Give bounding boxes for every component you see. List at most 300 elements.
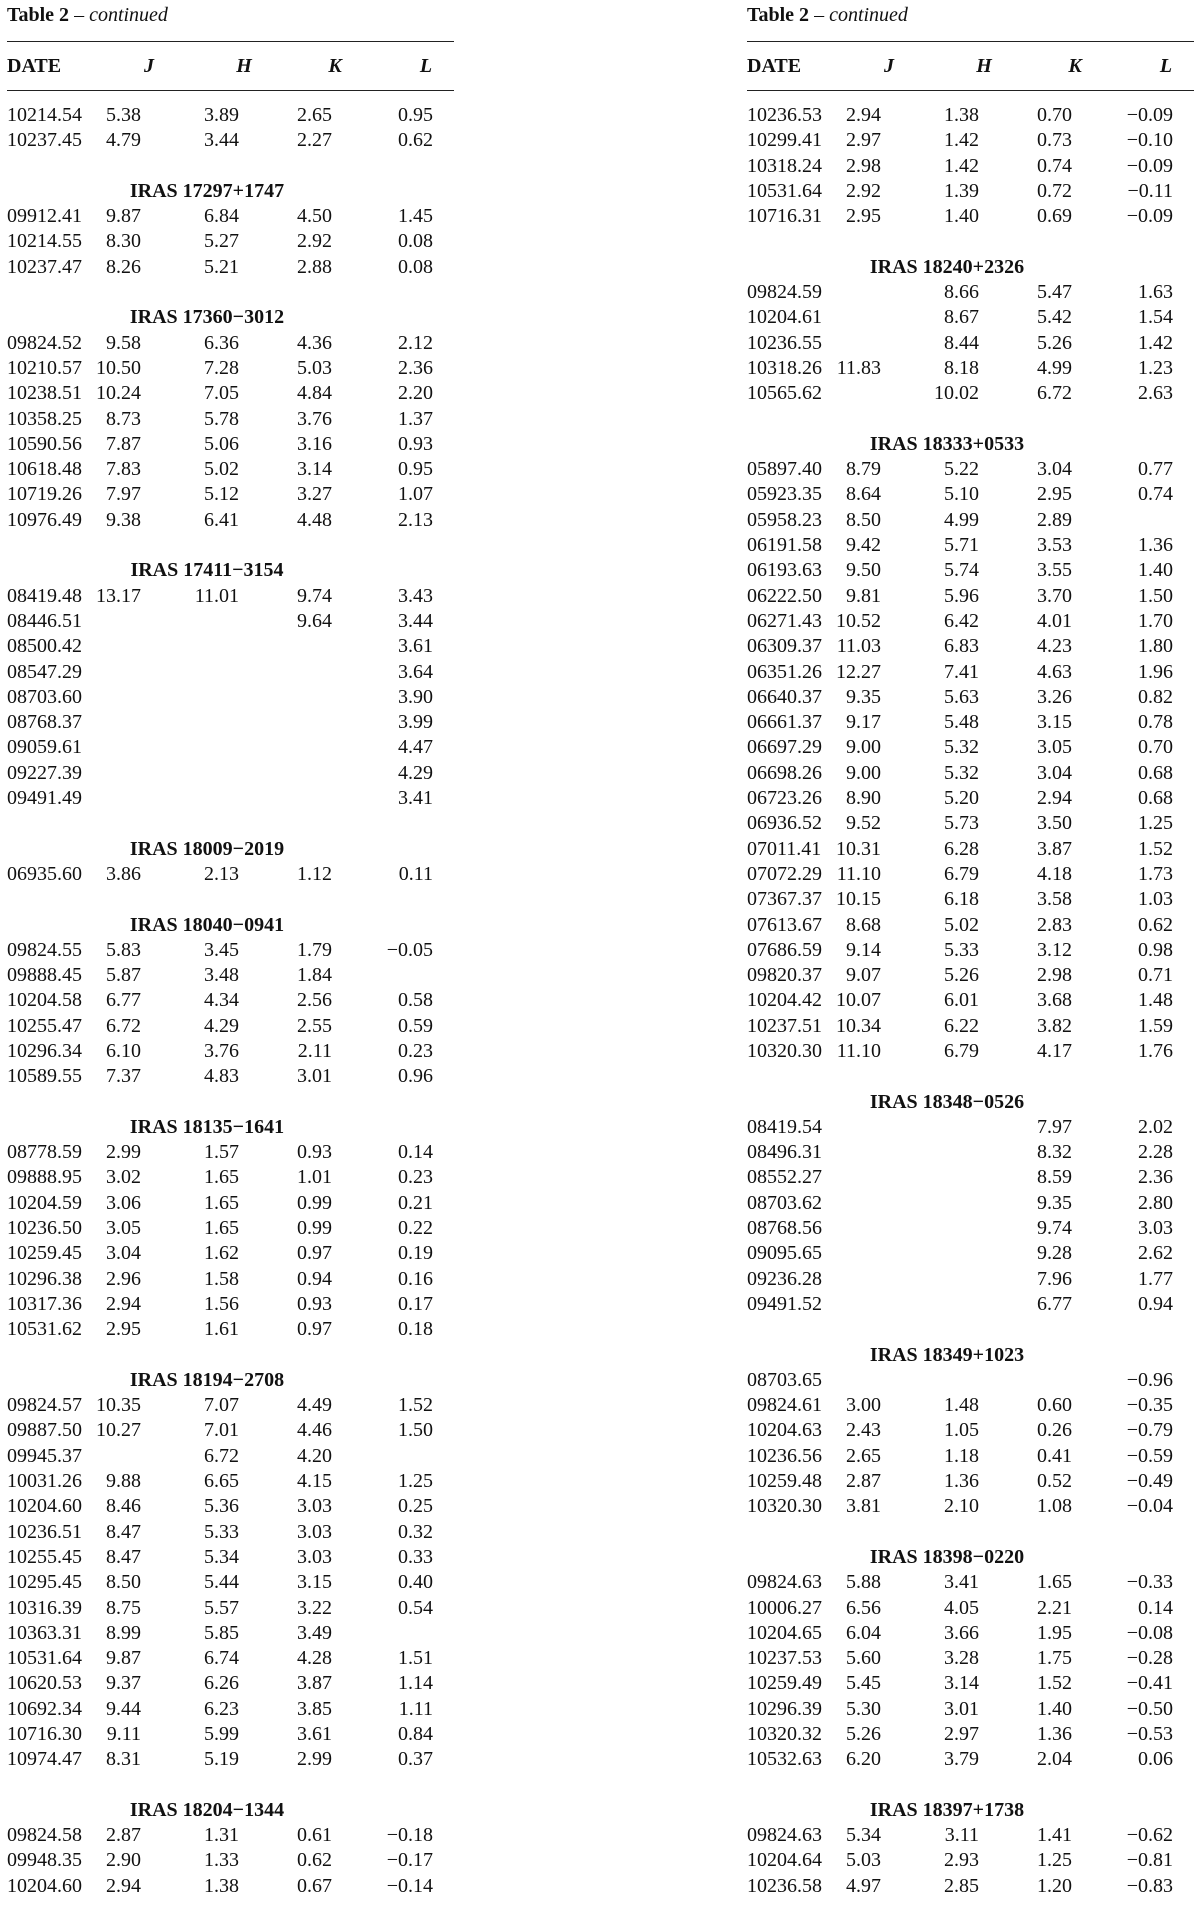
table-row	[747, 988, 1194, 1013]
cell-k: 3.26	[1037, 685, 1072, 708]
cell-h: 6.22	[944, 1014, 979, 1037]
table-row	[747, 1596, 1194, 1621]
cell-l: −0.62	[1126, 1824, 1173, 1847]
cell-j: 3.05	[106, 1217, 141, 1240]
cell-k: 0.61	[297, 1824, 332, 1847]
table-body	[747, 91, 1194, 1899]
cell-h: 5.96	[944, 584, 979, 607]
table-row	[7, 1393, 454, 1418]
cell-h: 7.05	[204, 382, 239, 405]
group-spacer	[7, 1090, 454, 1115]
cell-k: 3.87	[1037, 837, 1072, 860]
cell-k: 4.01	[1037, 609, 1072, 632]
cell-date: 10204.61	[747, 306, 822, 329]
cell-l: 1.50	[1138, 584, 1173, 607]
cell-h: 6.01	[944, 989, 979, 1012]
header-date: DATE	[747, 55, 802, 77]
cell-l: 2.12	[398, 331, 433, 354]
cell-j: 13.17	[96, 584, 141, 607]
cell-k: 2.88	[297, 255, 332, 278]
cell-j: 10.35	[96, 1394, 141, 1417]
table-row	[747, 609, 1194, 634]
cell-date: 09887.50	[7, 1419, 82, 1442]
cell-date: 09824.61	[747, 1394, 822, 1417]
table-row	[7, 204, 454, 229]
cell-l: 3.90	[398, 685, 433, 708]
cell-k: 2.99	[297, 1748, 332, 1771]
cell-k: 0.70	[1037, 104, 1072, 126]
cell-date: 10358.25	[7, 407, 82, 430]
cell-date: 10237.51	[747, 1014, 822, 1037]
table-column-left	[7, 0, 454, 1899]
table-row	[747, 1823, 1194, 1848]
cell-h: 3.28	[944, 1647, 979, 1670]
cell-date: 09824.58	[7, 1824, 82, 1847]
cell-l: 1.14	[398, 1672, 433, 1695]
cell-k: 1.36	[1037, 1723, 1072, 1745]
table-row	[747, 1241, 1194, 1266]
cell-l: 1.11	[398, 1697, 433, 1720]
cell-k: 5.03	[297, 356, 332, 379]
cell-l: 0.62	[398, 129, 433, 152]
cell-h: 6.79	[944, 862, 979, 885]
table-row	[747, 331, 1194, 356]
table-row	[747, 381, 1194, 406]
cell-j: 5.30	[846, 1697, 881, 1720]
cell-k: 0.69	[1037, 205, 1072, 228]
cell-l: 1.42	[1138, 331, 1173, 354]
cell-h: 8.66	[944, 281, 979, 304]
header-l: L	[419, 55, 433, 77]
cell-j: 3.02	[106, 1166, 141, 1189]
cell-k: 3.04	[1037, 458, 1072, 481]
cell-k: 3.61	[297, 1723, 332, 1745]
table-row	[747, 1418, 1194, 1443]
cell-l: 2.80	[1138, 1191, 1173, 1214]
source-heading: IRAS 18194−2708	[129, 1368, 285, 1391]
table-row	[747, 533, 1194, 558]
table-row	[7, 1140, 454, 1165]
cell-date: 08703.65	[747, 1368, 822, 1391]
cell-date: 09491.52	[747, 1292, 822, 1315]
source-heading: IRAS 18349+1023	[869, 1343, 1025, 1366]
table-row	[7, 331, 454, 356]
cell-j: 2.43	[846, 1419, 881, 1442]
table-row	[747, 1848, 1194, 1873]
cell-h: 3.76	[204, 1039, 239, 1062]
cell-date: 08768.37	[7, 711, 82, 734]
cell-k: 2.83	[1037, 913, 1072, 936]
cell-k: 8.32	[1037, 1141, 1072, 1164]
cell-date: 10317.36	[7, 1292, 82, 1315]
group-spacer	[747, 407, 1194, 432]
cell-j: 8.68	[846, 913, 881, 936]
cell-date: 10532.63	[747, 1748, 822, 1771]
cell-j: 9.87	[106, 205, 141, 228]
table-row	[7, 862, 454, 887]
cell-k: 3.15	[297, 1571, 332, 1594]
cell-l: 0.94	[1138, 1292, 1173, 1315]
cell-date: 10320.30	[747, 1495, 822, 1518]
cell-date: 10237.47	[7, 255, 82, 278]
cell-k: 0.74	[1037, 154, 1072, 177]
cell-date: 10296.38	[7, 1267, 82, 1290]
cell-l: −0.10	[1126, 129, 1173, 152]
cell-l: 0.32	[398, 1520, 433, 1543]
group-spacer	[747, 1520, 1194, 1545]
table-row	[747, 1494, 1194, 1519]
cell-date: 09824.55	[7, 938, 82, 961]
cell-l: −0.35	[1126, 1394, 1173, 1417]
cell-k: 1.65	[1037, 1571, 1072, 1594]
table-row	[747, 1621, 1194, 1646]
table-caption	[747, 0, 1194, 30]
cell-h: 7.41	[944, 660, 979, 683]
cell-j: 9.44	[106, 1697, 141, 1720]
cell-j: 5.26	[846, 1723, 881, 1745]
cell-l: 1.54	[1138, 306, 1173, 329]
cell-h: 3.14	[944, 1672, 979, 1695]
cell-k: 2.94	[1037, 787, 1072, 810]
cell-j: 8.30	[106, 230, 141, 253]
cell-k: 3.27	[297, 483, 332, 506]
table-row	[7, 1165, 454, 1190]
cell-l: 0.62	[1138, 913, 1173, 936]
cell-j: 6.04	[846, 1621, 881, 1644]
cell-l: 0.14	[398, 1141, 433, 1164]
cell-l: 1.76	[1138, 1039, 1173, 1062]
table-row	[747, 710, 1194, 735]
cell-j: 12.27	[836, 660, 881, 683]
cell-date: 10259.49	[747, 1672, 822, 1695]
cell-h: 2.97	[944, 1723, 979, 1745]
source-heading: IRAS 18009−2019	[129, 837, 285, 860]
cell-k: 4.23	[1037, 635, 1072, 658]
table-row	[747, 887, 1194, 912]
cell-k: 1.20	[1037, 1874, 1072, 1897]
cell-h: 6.36	[204, 331, 239, 354]
table-row	[7, 584, 454, 609]
cell-h: 3.48	[204, 964, 239, 987]
cell-h: 1.56	[204, 1292, 239, 1315]
cell-h: 2.85	[944, 1874, 979, 1897]
cell-h: 5.20	[944, 787, 979, 810]
cell-date: 10531.64	[747, 179, 822, 202]
table-row	[747, 128, 1194, 153]
table-row	[747, 1216, 1194, 1241]
table-row	[747, 1368, 1194, 1393]
cell-h: 10.02	[934, 382, 979, 405]
cell-l: 0.23	[398, 1039, 433, 1062]
table-row	[747, 154, 1194, 179]
cell-l: 1.07	[398, 483, 433, 506]
cell-j: 10.52	[836, 609, 881, 632]
cell-j: 9.42	[846, 534, 881, 557]
cell-date: 08496.31	[747, 1141, 822, 1164]
cell-date: 08500.42	[7, 635, 82, 658]
cell-l: 0.23	[398, 1166, 433, 1189]
source-heading: IRAS 18333+0533	[869, 432, 1025, 455]
cell-date: 09948.35	[7, 1849, 82, 1872]
cell-l: 3.99	[398, 711, 433, 734]
table-row	[7, 1292, 454, 1317]
source-heading: IRAS 18348−0526	[869, 1090, 1025, 1113]
cell-k: 3.87	[297, 1672, 332, 1695]
cell-k: 3.76	[297, 407, 332, 430]
cell-l: 1.03	[1138, 888, 1173, 911]
cell-k: 0.97	[297, 1242, 332, 1265]
cell-k: 5.42	[1037, 306, 1072, 329]
table-row	[7, 1697, 454, 1722]
cell-j: 2.92	[846, 179, 881, 202]
cell-l: 1.25	[1138, 812, 1173, 835]
cell-date: 10296.34	[7, 1039, 82, 1062]
cell-date: 10318.24	[747, 154, 822, 177]
cell-l: 1.25	[398, 1470, 433, 1493]
cell-k: 3.58	[1037, 888, 1072, 911]
cell-j: 8.31	[106, 1748, 141, 1771]
cell-date: 09824.63	[747, 1824, 822, 1847]
cell-date: 09824.52	[7, 331, 82, 354]
source-heading: IRAS 18240+2326	[869, 255, 1025, 278]
cell-date: 10236.58	[747, 1874, 822, 1897]
cell-l: 0.06	[1138, 1748, 1173, 1771]
cell-date: 10236.50	[7, 1217, 82, 1240]
cell-k: 3.04	[1037, 761, 1072, 784]
cell-date: 06640.37	[747, 685, 822, 708]
table-caption	[7, 0, 454, 30]
cell-date: 08768.56	[747, 1217, 822, 1240]
cell-date: 06698.26	[747, 761, 822, 784]
cell-l: 0.33	[398, 1545, 433, 1568]
cell-k: 2.89	[1037, 508, 1072, 531]
cell-l: 0.95	[398, 104, 433, 126]
cell-j: 7.97	[106, 483, 141, 506]
cell-j: 9.88	[106, 1470, 141, 1493]
cell-k: 9.74	[297, 584, 332, 607]
cell-l: −0.33	[1126, 1571, 1173, 1594]
cell-l: 1.50	[398, 1419, 433, 1442]
cell-j: 11.10	[836, 1039, 881, 1062]
table-row	[7, 1520, 454, 1545]
cell-k: 3.12	[1037, 938, 1072, 961]
group-spacer	[7, 1773, 454, 1798]
cell-h: 5.63	[944, 685, 979, 708]
cell-date: 10363.31	[7, 1621, 82, 1644]
cell-l: 0.93	[398, 432, 433, 455]
cell-k: 4.18	[1037, 862, 1072, 885]
table-row	[747, 558, 1194, 583]
cell-h: 5.10	[944, 483, 979, 506]
cell-k: 3.55	[1037, 559, 1072, 582]
cell-h: 1.48	[944, 1394, 979, 1417]
cell-date: 10531.64	[7, 1647, 82, 1670]
cell-h: 1.58	[204, 1267, 239, 1290]
cell-l: 0.74	[1138, 483, 1173, 506]
cell-date: 09824.63	[747, 1571, 822, 1594]
cell-date: 10204.42	[747, 989, 822, 1012]
cell-date: 10316.39	[7, 1596, 82, 1619]
cell-date: 07367.37	[747, 888, 822, 911]
table-row	[7, 1317, 454, 1342]
cell-l: 1.70	[1138, 609, 1173, 632]
cell-j: 9.00	[846, 761, 881, 784]
cell-j: 9.35	[846, 685, 881, 708]
header-k: K	[328, 55, 342, 77]
cell-k: 0.73	[1037, 129, 1072, 152]
header-j: J	[884, 55, 894, 77]
cell-date: 06191.58	[747, 534, 822, 557]
cell-l: 3.64	[398, 660, 433, 683]
cell-l: 1.48	[1138, 989, 1173, 1012]
cell-l: −0.04	[1126, 1495, 1173, 1518]
cell-k: 0.97	[297, 1318, 332, 1341]
cell-h: 1.33	[204, 1849, 239, 1872]
cell-l: 2.36	[1138, 1166, 1173, 1189]
cell-j: 11.83	[836, 356, 881, 379]
cell-j: 3.86	[106, 862, 141, 885]
cell-j: 9.81	[846, 584, 881, 607]
cell-h: 5.33	[944, 938, 979, 961]
cell-h: 6.65	[204, 1470, 239, 1493]
cell-j: 2.94	[846, 104, 881, 126]
cell-l: −0.18	[386, 1824, 433, 1847]
table-row	[7, 1596, 454, 1621]
cell-l: −0.17	[386, 1849, 433, 1872]
cell-h: 5.34	[204, 1545, 239, 1568]
cell-k: 0.93	[297, 1292, 332, 1315]
cell-h: 1.38	[204, 1874, 239, 1897]
cell-l: −0.41	[1126, 1672, 1173, 1695]
cell-l: 2.02	[1138, 1115, 1173, 1138]
cell-h: 5.32	[944, 761, 979, 784]
table-row	[747, 1014, 1194, 1039]
cell-h: 3.45	[204, 938, 239, 961]
cell-date: 10237.45	[7, 129, 82, 152]
cell-date: 06309.37	[747, 635, 822, 658]
cell-h: 5.06	[204, 432, 239, 455]
cell-k: 2.95	[1037, 483, 1072, 506]
table-row	[747, 1393, 1194, 1418]
source-heading: IRAS 17411−3154	[130, 559, 284, 582]
cell-h: 5.33	[204, 1520, 239, 1543]
cell-date: 10255.45	[7, 1545, 82, 1568]
table-row	[7, 103, 454, 128]
table-row	[747, 457, 1194, 482]
table-row	[7, 660, 454, 685]
group-spacer	[7, 154, 454, 179]
cell-j: 2.95	[106, 1318, 141, 1341]
cell-h: 3.01	[944, 1697, 979, 1720]
cell-k: 4.49	[297, 1394, 332, 1417]
table-row	[747, 1191, 1194, 1216]
cell-h: 8.67	[944, 306, 979, 329]
header-h: H	[236, 55, 252, 77]
cell-l: −0.09	[1126, 205, 1173, 228]
cell-k: 0.52	[1037, 1470, 1072, 1493]
table-row	[7, 988, 454, 1013]
cell-k: 2.11	[297, 1039, 332, 1062]
cell-j: 9.38	[106, 508, 141, 531]
cell-date: 10204.58	[7, 989, 82, 1012]
cell-date: 08703.60	[7, 685, 82, 708]
cell-j: 9.87	[106, 1647, 141, 1670]
table-row	[747, 204, 1194, 229]
cell-h: 1.39	[944, 179, 979, 202]
table-row	[7, 1064, 454, 1089]
cell-date: 08419.48	[7, 584, 82, 607]
cell-j: 9.50	[846, 559, 881, 582]
cell-j: 5.03	[846, 1849, 881, 1872]
cell-j: 2.90	[106, 1849, 141, 1872]
cell-date: 07613.67	[747, 913, 822, 936]
table-row	[7, 938, 454, 963]
cell-date: 10204.64	[747, 1849, 822, 1872]
cell-k: 0.99	[297, 1191, 332, 1214]
table-row	[7, 1444, 454, 1469]
cell-l: 2.28	[1138, 1141, 1173, 1164]
cell-h: 2.13	[204, 862, 239, 885]
table-row	[747, 584, 1194, 609]
table-row	[747, 179, 1194, 204]
cell-j: 7.83	[106, 458, 141, 481]
cell-j: 2.95	[846, 205, 881, 228]
cell-date: 06936.52	[747, 812, 822, 835]
cell-date: 10204.60	[7, 1495, 82, 1518]
table-row	[7, 609, 454, 634]
cell-date: 10974.47	[7, 1748, 82, 1771]
cell-date: 08446.51	[7, 609, 82, 632]
cell-k: 3.22	[297, 1596, 332, 1619]
cell-h: 4.99	[944, 508, 979, 531]
cell-k: 1.12	[297, 862, 332, 885]
cell-j: 2.98	[846, 154, 881, 177]
cell-l: 0.68	[1138, 761, 1173, 784]
cell-h: 1.42	[944, 154, 979, 177]
cell-k: 3.03	[297, 1520, 332, 1543]
cell-date: 10531.62	[7, 1318, 82, 1341]
cell-j: 10.31	[836, 837, 881, 860]
cell-date: 09236.28	[747, 1267, 822, 1290]
cell-date: 09888.45	[7, 964, 82, 987]
cell-k: 4.63	[1037, 660, 1072, 683]
cell-l: 3.44	[398, 609, 433, 632]
cell-j: 2.87	[846, 1470, 881, 1493]
cell-date: 10214.54	[7, 104, 82, 126]
cell-date: 07686.59	[747, 938, 822, 961]
cell-h: 5.12	[204, 483, 239, 506]
table-row	[747, 1570, 1194, 1595]
source-heading: IRAS 18204−1344	[129, 1798, 285, 1821]
cell-h: 1.65	[204, 1166, 239, 1189]
group-spacer	[7, 280, 454, 305]
cell-k: 3.82	[1037, 1014, 1072, 1037]
table-row	[747, 356, 1194, 381]
cell-date: 06222.50	[747, 584, 822, 607]
cell-date: 10204.65	[747, 1621, 822, 1644]
cell-j: 2.94	[106, 1292, 141, 1315]
cell-k: 0.62	[297, 1849, 332, 1872]
cell-j: 10.07	[836, 989, 881, 1012]
cell-k: 5.26	[1037, 331, 1072, 354]
table-row	[7, 963, 454, 988]
cell-k: 2.04	[1037, 1748, 1072, 1771]
cell-l: 0.08	[398, 230, 433, 253]
cell-k: 3.01	[297, 1065, 332, 1088]
cell-k: 1.08	[1037, 1495, 1072, 1518]
cell-l: 0.59	[398, 1014, 433, 1037]
cell-date: 05897.40	[747, 458, 822, 481]
